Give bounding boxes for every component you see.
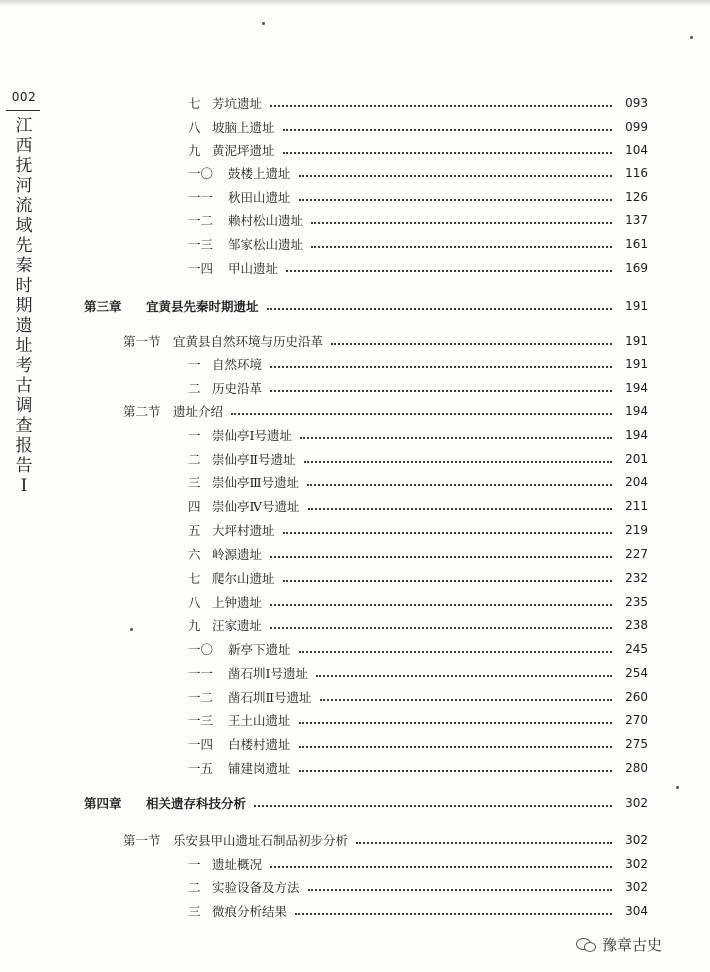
toc-title: 铺建岗遗址: [228, 761, 291, 776]
toc-leader-dots: [356, 832, 612, 844]
toc-number: 二: [188, 880, 201, 895]
toc-number: 九: [188, 143, 201, 158]
toc-page-number: 235: [625, 595, 648, 609]
toc-page-number: 126: [625, 190, 648, 204]
toc-number: 七: [188, 571, 201, 586]
toc-item-row: [188, 209, 648, 231]
toc-item-row: [188, 377, 648, 399]
toc-leader-dots: [231, 403, 612, 415]
toc-page-number: 254: [625, 666, 648, 680]
toc-number: 三: [188, 904, 201, 919]
watermark: [576, 932, 662, 956]
toc-leader-dots: [304, 451, 613, 463]
toc-page-number: 302: [625, 796, 648, 810]
toc-item-row: [188, 638, 648, 660]
toc-number: 一: [188, 857, 201, 872]
toc-leader-dots: [331, 333, 612, 345]
toc-leader-dots: [283, 522, 612, 534]
toc-page-number: 302: [625, 857, 648, 871]
toc-leader-dots: [299, 189, 612, 201]
toc-title: 乐安县甲山遗址石制品初步分析: [173, 833, 349, 848]
toc-leader-dots: [299, 736, 612, 748]
toc-page-number: 099: [625, 120, 648, 134]
toc-number: 一一: [188, 666, 214, 681]
toc-leader-dots: [311, 212, 612, 224]
toc-leader-dots: [270, 356, 612, 368]
toc-title: 芳坑遗址: [212, 96, 263, 111]
toc-section-row: [123, 330, 648, 352]
toc-item-row: [188, 92, 648, 114]
toc-page-number: 280: [625, 761, 648, 775]
toc-number: 一三: [188, 713, 214, 728]
toc-section-row: [123, 400, 648, 422]
toc-item-row: [188, 900, 648, 922]
toc-leader-dots: [299, 712, 612, 724]
toc-title: 崇仙亭Ⅱ号遗址: [212, 452, 296, 467]
toc-item-row: [188, 495, 648, 517]
toc-item-row: [188, 186, 648, 208]
toc-leader-dots: [299, 760, 612, 772]
toc-leader-dots: [270, 380, 612, 392]
toc-title: 崇仙亭Ⅳ号遗址: [212, 499, 300, 514]
toc-number: 二: [188, 381, 201, 396]
toc-chapter-row: [84, 792, 648, 814]
toc-number: 一: [188, 428, 201, 443]
toc-page-number: 169: [625, 261, 648, 275]
toc-page-number: 194: [625, 404, 648, 418]
toc-title: 汪家遗址: [212, 618, 263, 633]
toc-item-row: [188, 257, 648, 279]
toc-number: 八: [188, 120, 201, 135]
toc-leader-dots: [283, 142, 612, 154]
toc-leader-dots: [300, 427, 612, 439]
watermark-text: 豫章古史: [602, 935, 663, 954]
toc-leader-dots: [320, 689, 613, 701]
toc-number: 第一节: [123, 334, 161, 349]
scan-speck: [262, 22, 265, 25]
toc-title: 上钟遗址: [212, 595, 263, 610]
toc-title: 王土山遗址: [228, 713, 291, 728]
wechat-icon: [576, 936, 596, 952]
toc-page-number: 191: [625, 334, 648, 348]
toc-title: 鼓楼上遗址: [228, 166, 291, 181]
toc-page-number: 302: [625, 833, 648, 847]
toc-title: 宜黄县自然环境与历史沿革: [173, 334, 324, 349]
toc-page-number: 245: [625, 642, 648, 656]
toc-item-row: [188, 686, 648, 708]
toc-leader-dots: [311, 236, 612, 248]
toc-title: 凿石圳Ⅱ号遗址: [228, 690, 312, 705]
toc-page-number: 201: [625, 452, 648, 466]
toc-page-number: 194: [625, 428, 648, 442]
toc-item-row: [188, 162, 648, 184]
toc-number: 一二: [188, 690, 214, 705]
toc-page-number: 137: [625, 213, 648, 227]
toc-leader-dots: [270, 856, 612, 868]
toc-leader-dots: [270, 594, 612, 606]
toc-page-number: 191: [625, 357, 648, 371]
toc-number: 六: [188, 547, 201, 562]
toc-title: 大坪村遗址: [212, 523, 275, 538]
toc-leader-dots: [270, 546, 612, 558]
toc-item-row: [188, 424, 648, 446]
toc-title: 爬尔山遗址: [212, 571, 275, 586]
toc-leader-dots: [283, 570, 612, 582]
toc-chapter-row: [84, 295, 648, 317]
toc-item-row: [188, 567, 648, 589]
toc-page-number: 116: [625, 166, 648, 180]
toc-page-number: 227: [625, 547, 648, 561]
sidebar-page-number: 002: [11, 90, 37, 104]
toc-number: 七: [188, 96, 201, 111]
toc-title: 岭源遗址: [212, 547, 263, 562]
toc-title: 坡脑上遗址: [212, 120, 275, 135]
toc-title: 崇仙亭Ⅲ号遗址: [212, 475, 300, 490]
toc-number: 四: [188, 499, 201, 514]
scan-speck: [676, 786, 679, 789]
toc-page-number: 238: [625, 618, 648, 632]
toc-leader-dots: [307, 474, 612, 486]
toc-page-number: 232: [625, 571, 648, 585]
toc-page-number: 260: [625, 690, 648, 704]
toc-leader-dots: [286, 260, 612, 272]
toc-number: 第二节: [123, 404, 161, 419]
toc-title: 遗址介绍: [173, 404, 224, 419]
toc-page-number: 104: [625, 143, 648, 157]
toc-leader-dots: [299, 165, 612, 177]
toc-number: 一三: [188, 237, 214, 252]
toc-title: 赖村松山遗址: [228, 213, 304, 228]
toc-number: 一〇: [188, 166, 214, 181]
scan-speck: [130, 628, 133, 631]
toc-number: 一二: [188, 213, 214, 228]
toc-item-row: [188, 614, 648, 636]
toc-item-row: [188, 709, 648, 731]
toc-item-row: [188, 448, 648, 470]
toc-number: 一五: [188, 761, 214, 776]
toc-number: 一一: [188, 190, 214, 205]
toc-item-row: [188, 139, 648, 161]
scan-speck: [690, 36, 693, 39]
toc-item-row: [188, 662, 648, 684]
toc-title: 邹家松山遗址: [228, 237, 304, 252]
toc-leader-dots: [308, 879, 612, 891]
toc-section-row: [123, 829, 648, 851]
toc-item-row: [188, 233, 648, 255]
toc-number: 一〇: [188, 642, 214, 657]
toc-page-number: 304: [625, 904, 648, 918]
toc-leader-dots: [299, 641, 612, 653]
toc-item-row: [188, 757, 648, 779]
toc-item-row: [188, 853, 648, 875]
toc-item-row: [188, 471, 648, 493]
toc-leader-dots: [308, 498, 613, 510]
toc-page-number: 161: [625, 237, 648, 251]
toc-page-number: 270: [625, 713, 648, 727]
toc-title: 微痕分析结果: [212, 904, 288, 919]
toc-leader-dots: [267, 298, 612, 310]
toc-title: 遗址概况: [212, 857, 263, 872]
toc-title: 凿石圳Ⅰ号遗址: [228, 666, 308, 681]
toc-item-row: [188, 591, 648, 613]
toc-page-number: 204: [625, 475, 648, 489]
toc-number: 第一节: [123, 833, 161, 848]
toc-leader-dots: [295, 903, 612, 915]
toc-leader-dots: [316, 665, 612, 677]
toc-page-number: 219: [625, 523, 648, 537]
toc-title: 新亭下遗址: [228, 642, 291, 657]
toc-number: 第四章: [84, 796, 122, 811]
toc-title: 宜黄县先秦时期遗址: [146, 299, 259, 314]
toc-title: 白楼村遗址: [228, 737, 291, 752]
toc-number: 一四: [188, 261, 214, 276]
toc-item-row: [188, 733, 648, 755]
toc-leader-dots: [254, 795, 612, 807]
toc-page-number: 191: [625, 299, 648, 313]
toc-title: 甲山遗址: [228, 261, 279, 276]
sidebar-book-title: 江西抚河流域先秦时期遗址考古调查报告Ⅰ: [15, 116, 33, 496]
toc-title: 相关遗存科技分析: [146, 796, 247, 811]
toc-number: 第三章: [84, 299, 122, 314]
toc-number: 二: [188, 452, 201, 467]
toc-title: 黄泥坪遗址: [212, 143, 275, 158]
toc-page-number: 275: [625, 737, 648, 751]
toc-page-number: 302: [625, 880, 648, 894]
toc-title: 历史沿革: [212, 381, 263, 396]
toc-number: 五: [188, 523, 201, 538]
toc-item-row: [188, 353, 648, 375]
toc-item-row: [188, 116, 648, 138]
toc-title: 实验设备及方法: [212, 880, 300, 895]
toc-leader-dots: [283, 119, 612, 131]
toc-number: 一: [188, 357, 201, 372]
toc-number: 三: [188, 475, 201, 490]
toc-number: 九: [188, 618, 201, 633]
toc-number: 八: [188, 595, 201, 610]
toc-leader-dots: [270, 617, 612, 629]
toc-item-row: [188, 519, 648, 541]
toc-number: 一四: [188, 737, 214, 752]
toc-title: 崇仙亭Ⅰ号遗址: [212, 428, 292, 443]
toc-page-number: 093: [625, 96, 648, 110]
toc-item-row: [188, 543, 648, 565]
toc-page-number: 194: [625, 381, 648, 395]
toc-item-row: [188, 876, 648, 898]
toc-title: 自然环境: [212, 357, 263, 372]
toc-leader-dots: [270, 95, 612, 107]
toc-page-number: 211: [625, 499, 648, 513]
toc-title: 秋田山遗址: [228, 190, 291, 205]
